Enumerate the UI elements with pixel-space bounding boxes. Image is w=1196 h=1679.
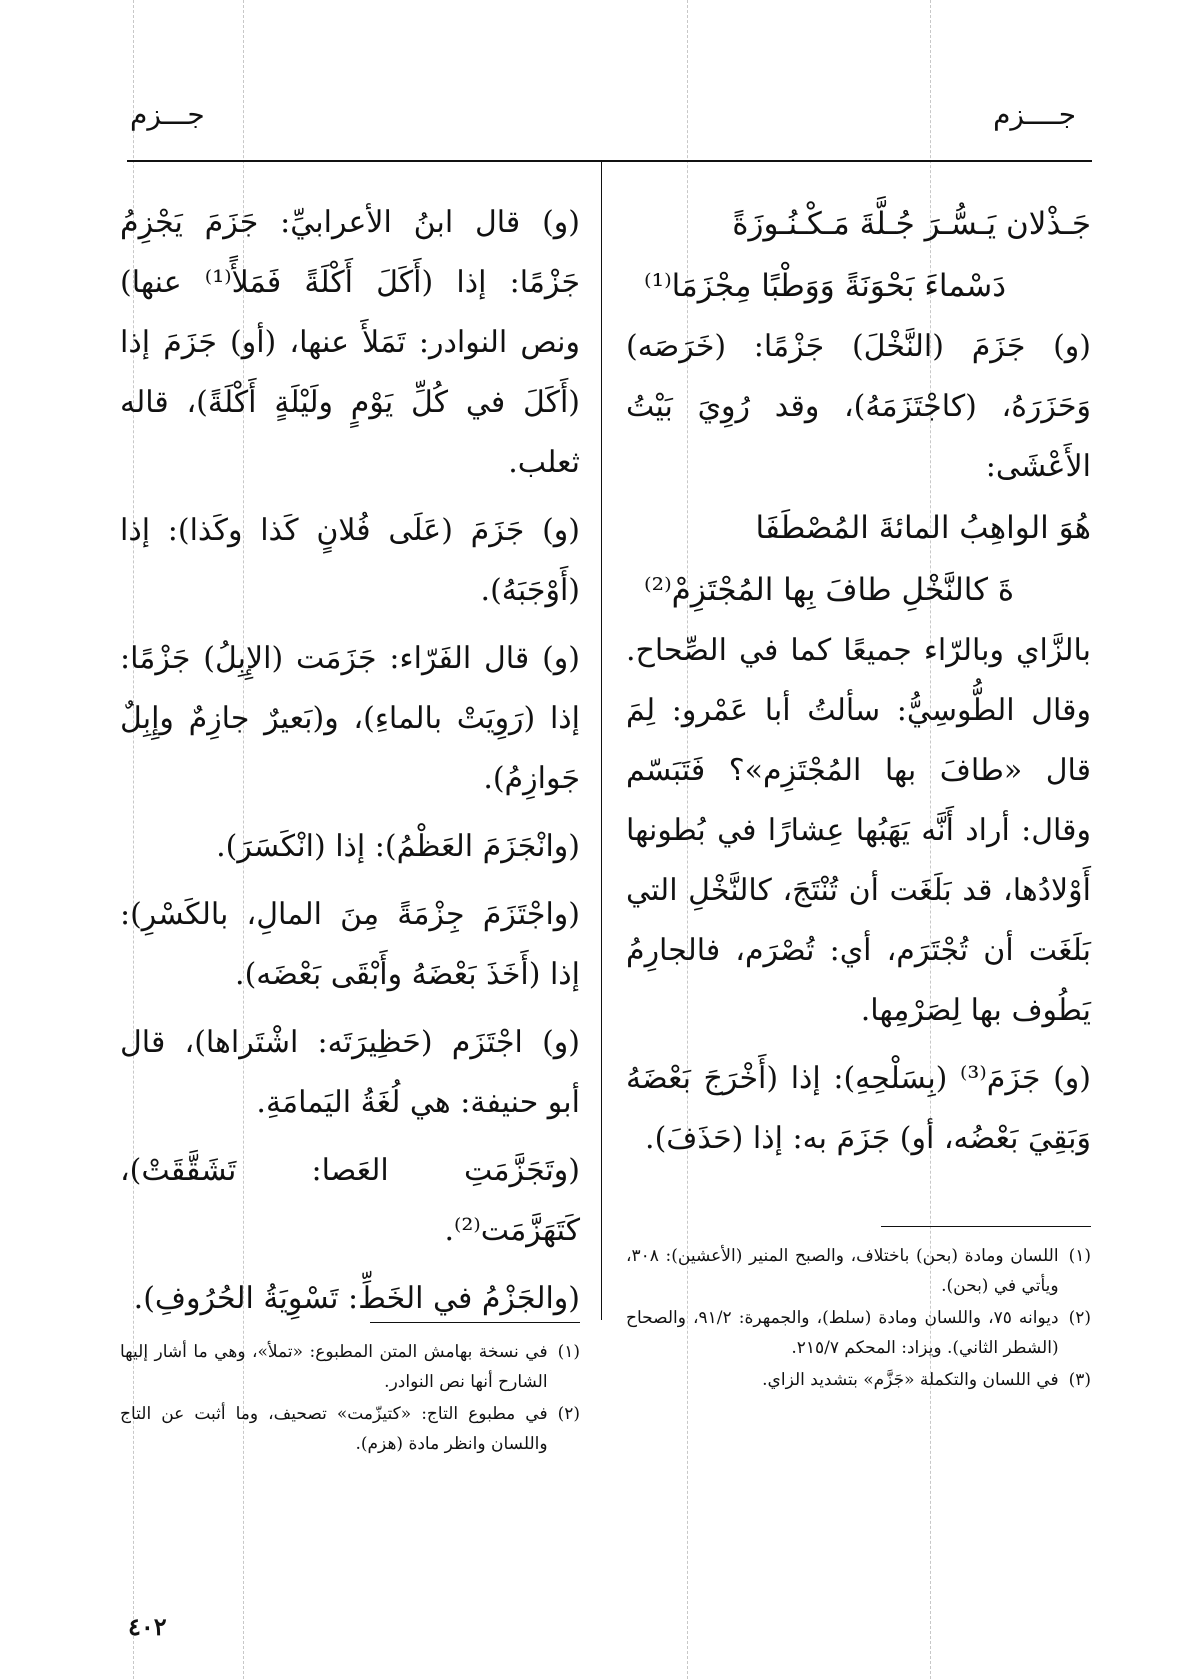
- running-header-left: جـــزم: [130, 98, 205, 131]
- column-divider: [601, 160, 602, 1320]
- right-column: [626, 193, 1091, 1169]
- footnote-text: في نسخة بهامش المتن المطبوع: «تملأ»، وهي ما أشار إليها الشارح أنها نص النوادر.: [120, 1342, 548, 1392]
- footnote: [626, 1365, 1091, 1395]
- paragraph: بالزَّاي وبالرّاء جميعًا كما في الصِّحاح. وقال الطُّوسِيُّ: سألتُ أبا عَمْرو: لِمَ قال «طافَ بها المُجْتَزِم»؟ فَتَبَسّم وقال: أراد أَنَّه يَهَبُها عِشارًا في بُطونها أَوْلادُها، قد بَلَغَت أن تُنْتَجَ، كالنَّخْلِ التي بَلَغَت أن تُجْتَرَم، أي: تُصْرَم، فالجارِمُ يَطُوف بها لِصَرْمِها.: [626, 633, 1091, 1028]
- page-number: ٤٠٢: [128, 1612, 167, 1641]
- footnote-number: (٢): [557, 1404, 580, 1424]
- paragraph: (و) اجْتَزَم (حَظِيرَتَه: اشْتَراها)، قال أبو حنيفة: هي لُغَةُ اليَمامَةِ.: [120, 1025, 580, 1120]
- running-header-right: جــــزم: [993, 98, 1076, 131]
- footnote: [120, 1399, 580, 1459]
- verse-line: دَسْماءَ بَحْوَنَةً وَوَطْبًا مِجْزَمَا⁽¹⁾: [644, 268, 1007, 304]
- verse-line: هُوَ الواهِبُ المائةَ المُصْطَفَا: [755, 510, 1091, 546]
- paragraph: (و) جَزَمَ (عَلَى فُلانٍ كَذا وكَذا): إذا (أَوْجَبَهُ).: [120, 513, 580, 608]
- paragraph: (وانْجَزَمَ العَظْمُ): إذا (انْكَسَرَ).: [216, 829, 580, 864]
- paragraph: (والجَزْمُ في الخَطِّ: تَسْوِيَةُ الحُرُوفِ).: [133, 1281, 580, 1316]
- footnote-number: (١): [557, 1342, 580, 1362]
- footnote: [626, 1303, 1091, 1363]
- paragraph: (و) قال ابنُ الأعرابيِّ: جَزَمَ يَجْزِمُ جَزْمًا: إذا (أَكَلَ أَكْلَةً فَمَلأً⁽¹⁾ عنها) ونص النوادر: تَمَلأَ عنها، (أو) جَزَمَ إذا (أَكَلَ في كُلِّ يَوْمٍ ولَيْلَةٍ أَكْلَةً)، قاله ثعلب.: [120, 205, 581, 480]
- verse-line: ةَ كالنَّخْلِ طافَ بِها المُجْتَزِمْ⁽²⁾: [644, 572, 1015, 608]
- footnote-text: في مطبوع التاج: «كتيزّمت» تصحيف، وما أثبت عن التاج واللسان وانظر مادة (هزم).: [120, 1404, 548, 1454]
- footnote-rule: [370, 1322, 580, 1323]
- footnote-rule: [881, 1226, 1091, 1227]
- footnotes-left: [120, 1322, 580, 1461]
- footnote-text: في اللسان والتكملة «جَزَّم» بتشديد الزاي.: [762, 1370, 1059, 1390]
- paragraph: (و) جَزَمَ⁽³⁾ (بِسَلْحِهِ): إذا (أَخْرَجَ بَعْضَهُ وَبَقِيَ بَعْضُه، أو) جَزَمَ به: إذا (حَذَفَ).: [626, 1061, 1091, 1156]
- footnote-text: اللسان ومادة (بحن) باختلاف، والصبح المنير (الأعشين): ٣٠٨، ويأتي في (بحن).: [626, 1246, 1059, 1296]
- footnote-number: (٢): [1068, 1308, 1091, 1328]
- footnotes-right: [626, 1226, 1091, 1397]
- paragraph: (و) قال الفَرّاء: جَزَمَت (الإِبِلُ) جَزْمًا: إذا (رَوِيَتْ بالماءِ)، و(بَعيرٌ جازِمٌ وإِبِلٌ جَوازِمُ).: [120, 641, 580, 796]
- footnote: [626, 1241, 1091, 1301]
- paragraph: (وتَجَزَّمَتِ العَصا: تَشَقَّقَتْ)، كَتَهَزَّمَت⁽²⁾.: [120, 1153, 580, 1248]
- footnote-number: (٣): [1068, 1370, 1091, 1390]
- verse-line: جَـذْلان يَـسُّـرَ جُـلَّةَ مَـكْـنُـوزَةً: [732, 206, 1091, 242]
- left-column: [120, 193, 580, 1329]
- footnote: [120, 1337, 580, 1397]
- header-rule: [127, 160, 1092, 162]
- footnote-text: ديوانه ٧٥، واللسان ومادة (سلط)، والجمهرة: ٩١/٢، والصحاح (الشطر الثاني). ويزاد: المحكم ٢١٥/٧.: [626, 1308, 1059, 1358]
- footnote-number: (١): [1068, 1246, 1091, 1266]
- paragraph: (واجْتَزَمَ جِزْمَةً مِنَ المالِ، بالكَسْرِ): إذا (أَخَذَ بَعْضَهُ وأَبْقَى بَعْضَه).: [120, 897, 580, 992]
- paragraph: (و) جَزَمَ (النَّخْلَ) جَزْمًا: (خَرَصَه) وَحَزَرَهُ، (كاجْتَزَمَهُ)، وقد رُوِيَ بَيْتُ الأَعْشَى:: [626, 329, 1091, 484]
